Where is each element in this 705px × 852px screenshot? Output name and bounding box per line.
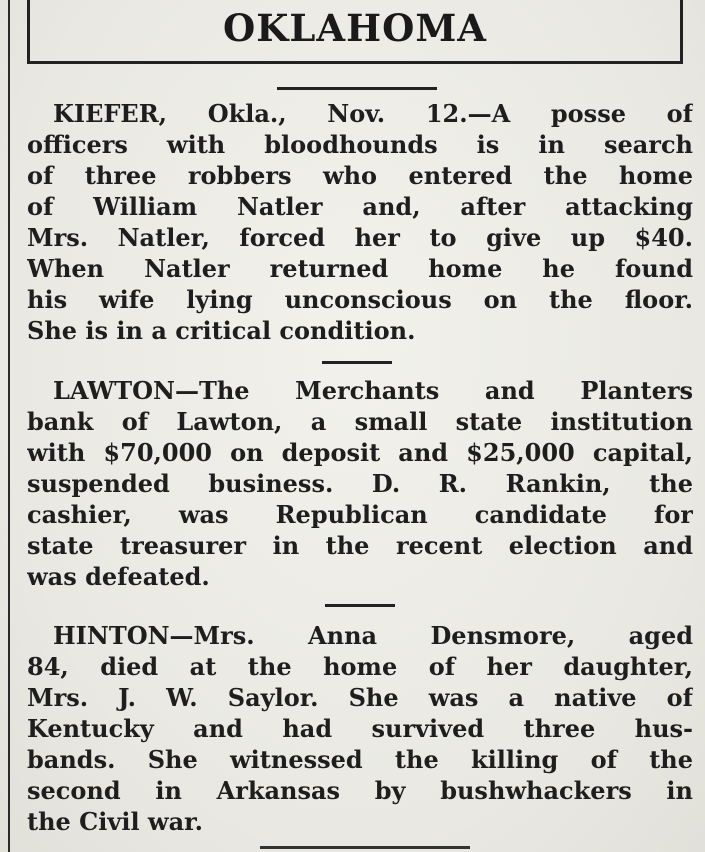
article-line: officers with bloodhounds is in search [27, 130, 693, 159]
article-line: HINTON—Mrs. Anna Densmore, aged [53, 621, 693, 650]
article-line: Mrs. Natler, forced her to give up $40. [27, 223, 693, 252]
article-separator [322, 361, 392, 364]
column-rule [8, 0, 10, 852]
article-line: KIEFER, Okla., Nov. 12.—A posse of [53, 99, 693, 128]
article-line: cashier, was Republican candidate for [27, 500, 693, 529]
article-line: of three robbers who entered the home [27, 161, 693, 190]
article-line: the Civil war. [27, 807, 203, 836]
article-line: She is in a critical condition. [27, 316, 416, 345]
article-line: Kentucky and had survived three hus- [27, 714, 693, 743]
article-line: with $70,000 on deposit and $25,000 capital, [27, 438, 693, 467]
article-separator [325, 604, 395, 607]
headline-box [27, 0, 683, 64]
article-line: second in Arkansas by bushwhackers in [27, 776, 693, 805]
article-line: bands. She witnessed the killing of the [27, 745, 693, 774]
article-line: his wife lying unconscious on the floor. [27, 285, 693, 314]
article-line: 84, died at the home of her daughter, [27, 652, 693, 681]
headline: OKLAHOMA [223, 6, 487, 50]
article-kiefer [27, 98, 693, 346]
article-lawton [27, 375, 693, 592]
article-line: state treasurer in the recent election and [27, 531, 693, 560]
bottom-rule [260, 846, 470, 849]
article-line: When Natler returned home he found [27, 254, 693, 283]
article-line: was defeated. [27, 562, 210, 591]
article-line: Mrs. J. W. Saylor. She was a native of [27, 683, 693, 712]
article-line: of William Natler and, after attacking [27, 192, 693, 221]
article-line: bank of Lawton, a small state institution [27, 407, 693, 436]
article-hinton [27, 620, 693, 837]
article-line: LAWTON—The Merchants and Planters [53, 376, 693, 405]
article-line: suspended business. D. R. Rankin, the [27, 469, 693, 498]
headline-separator [277, 87, 437, 90]
